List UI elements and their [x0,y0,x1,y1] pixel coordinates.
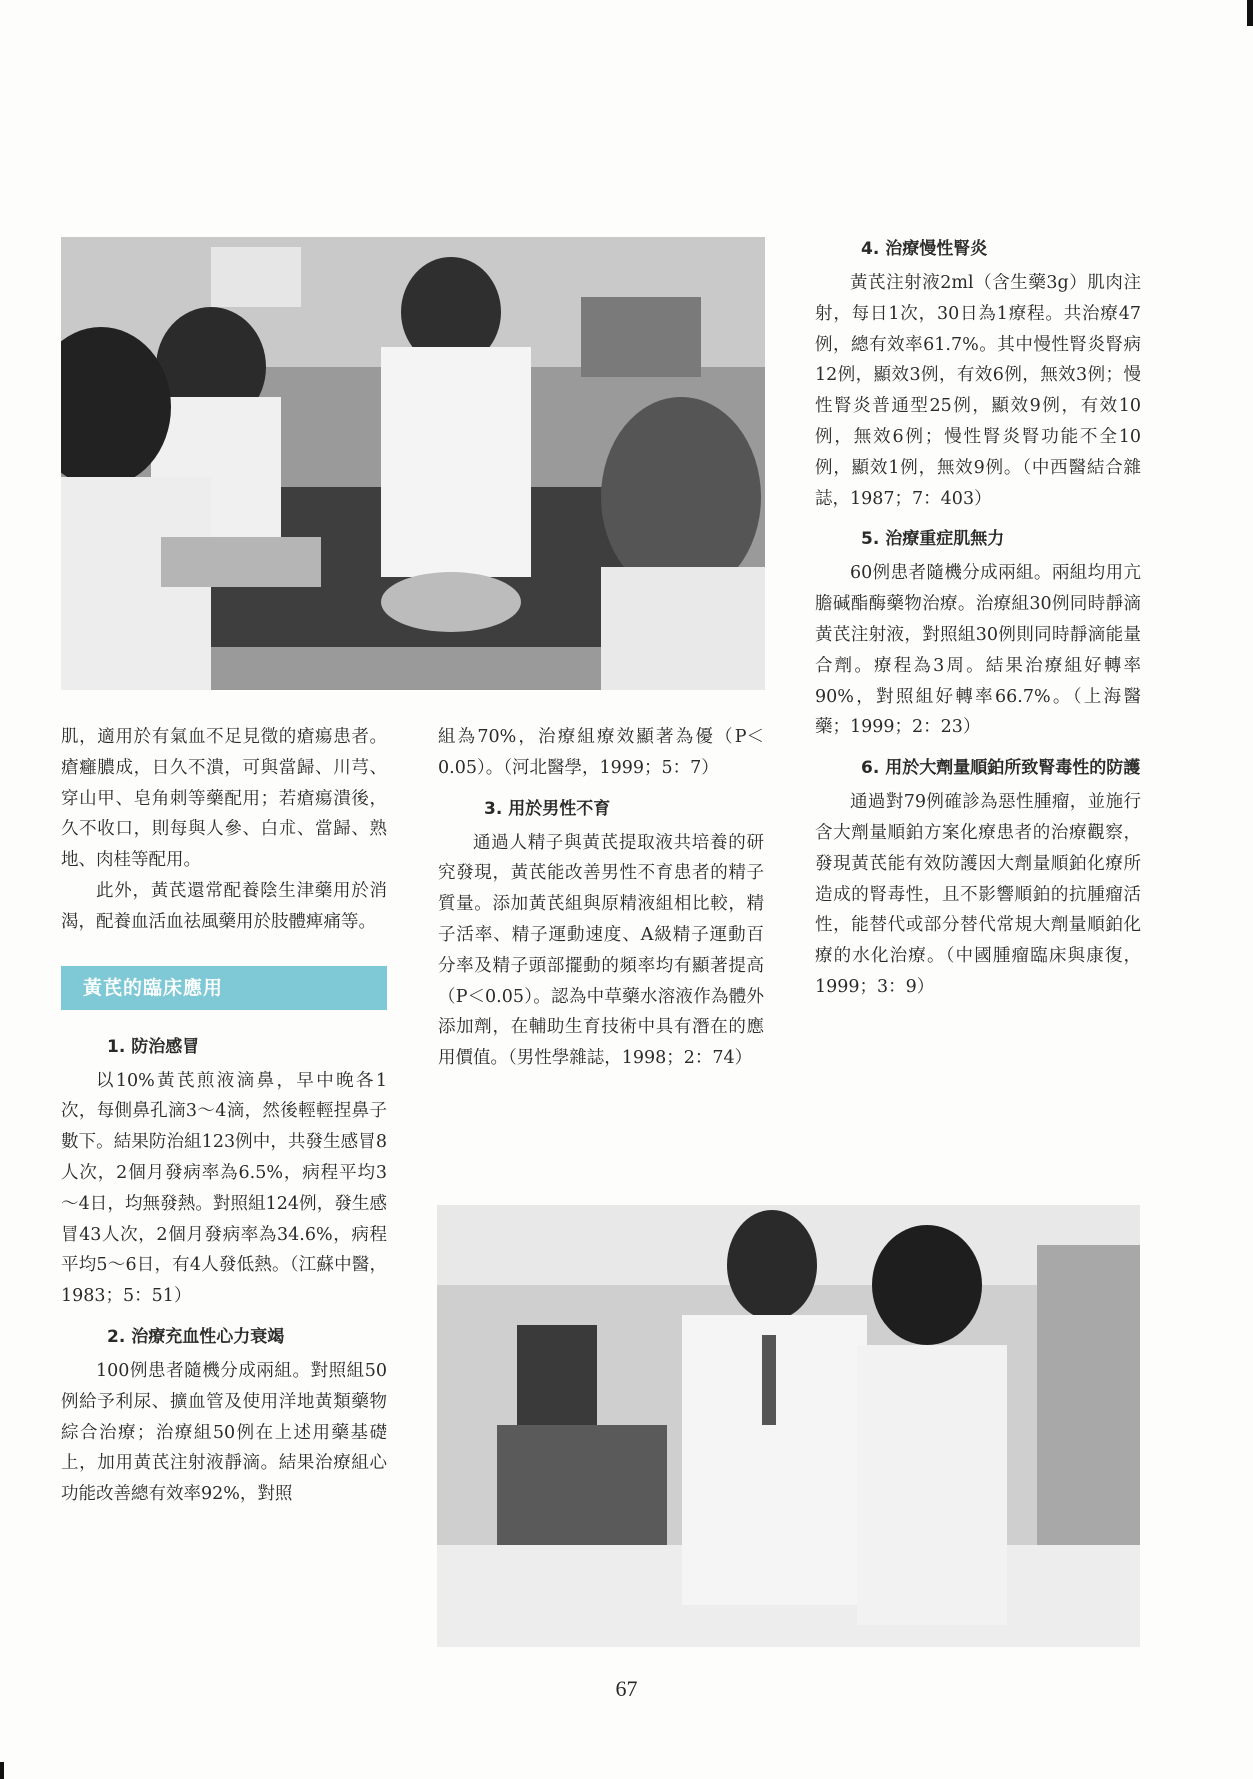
paragraph-cisplatin-nephrotoxicity: 通過對79例確診為惡性腫瘤，並施行含大劑量順鉑方案化療患者的治療觀察，發現黃芪能有效防護因大劑量順鉑化療所造成的腎毒性，且不影響順鉑的抗腫瘤活性，能替代或部分替代常規大劑量順鉑化療的水化治療。（中國腫瘤臨床與康復，1999；3：9） [815,792,1141,997]
heading-myasthenia-gravis: 5. 治療重症肌無力 [861,529,1005,550]
heading-prevent-cold: 1. 防治感冒 [107,1036,200,1057]
paragraph-myasthenia-gravis: 60例患者隨機分成兩組。兩組均用亢膽碱酯酶藥物治療。治療組30例同時靜滴黃芪注射液，對照組30例則同時靜滴能量合劑。療程為3周。結果治療組好轉率90%，對照組好轉率66.7%。（上海醫藥；1999；2：23） [815,563,1141,738]
scan-edge-mark-bottom-left [0,1762,4,1779]
paragraph-prevent-cold: 以10%黃芪煎液滴鼻，早中晚各1次，每側鼻孔滴3～4滴，然後輕輕捏鼻子數下。結果防治組123例中，共發生感冒8人次，2個月發病率為6.5%，病程平均3～4日，均無發熱。對照組124例，發生感冒43人次，2個月發病率為34.6%，病程平均5～6日，有4人發低熱。（江蘇中醫，1983；5：51） [61,1070,387,1307]
heading-heart-failure: 2. 治療充血性心力衰竭 [107,1326,285,1347]
column-right [815,234,1141,1003]
paragraph-heart-failure-cont: 組為70%，治療組療效顯著為優（P＜0.05）。（河北醫學，1999；5：7） [438,727,764,778]
section-banner-clinical-applications: 黃芪的臨床應用 [61,966,387,1010]
lab-photo-researchers [437,1205,1140,1647]
heading-chronic-nephritis: 4. 治療慢性腎炎 [861,239,988,259]
paragraph-chronic-nephritis: 黃芪注射液2ml（含生藥3g）肌肉注射，每日1次，30日為1療程。共治療47例，總有效率61.7%。其中慢性腎炎腎病12例，顯效3例，有效6例，無效3例；慢性腎炎普通型25例，顯效9例，有效10例，無效6例；慢性腎炎腎功能不全10例，顯效1例，無效9例。（中西醫結合雜誌，1987；7：403） [815,273,1141,509]
heading-cisplatin-nephrotoxicity: 6. 用於大劑量順鉑所致腎毒性的防護 [861,758,1141,779]
paragraph-sores-usage: 肌，適用於有氣血不足見徵的瘡瘍患者。瘡癰膿成，日久不潰，可與當歸、川芎、穿山甲、皂角刺等藥配用；若瘡瘍潰後，久不收口，則每與人參、白朮、當歸、熟地、肉桂等配用。 [61,727,387,871]
lab-photo-students-illustration [61,237,765,690]
lab-photo-researchers-illustration [437,1205,1140,1647]
paragraph-other-usage: 此外，黃芪還常配養陰生津藥用於消渴，配養血活血祛風藥用於肢體痺痛等。 [61,880,387,932]
page-number: 67 [615,1676,638,1701]
paragraph-male-infertility: 通過人精子與黃芪提取液共培養的研究發現，黃芪能改善男性不育患者的精子質量。添加黃芪組與原精液組相比較，精子活率、精子運動速度、A級精子運動百分率及精子頭部擺動的頻率均有顯著提高（P＜0.05）。認為中草藥水溶液作為體外添加劑，在輔助生育技術中具有潛在的應用價值。（男性學雜誌，1998；2：74） [438,832,764,1069]
heading-male-infertility: 3. 用於男性不育 [484,798,611,819]
paragraph-heart-failure: 100例患者隨機分成兩組。對照組50例給予利尿、擴血管及使用洋地黃類藥物綜合治療；治療組50例在上述用藥基礎上，加用黃芪注射液靜滴。結果治療組心功能改善總有效率92%，對照 [61,1360,387,1505]
scan-edge-mark-top-right [1247,0,1253,26]
column-left [61,722,387,1510]
lab-photo-students [61,237,765,690]
column-middle [438,722,764,1074]
